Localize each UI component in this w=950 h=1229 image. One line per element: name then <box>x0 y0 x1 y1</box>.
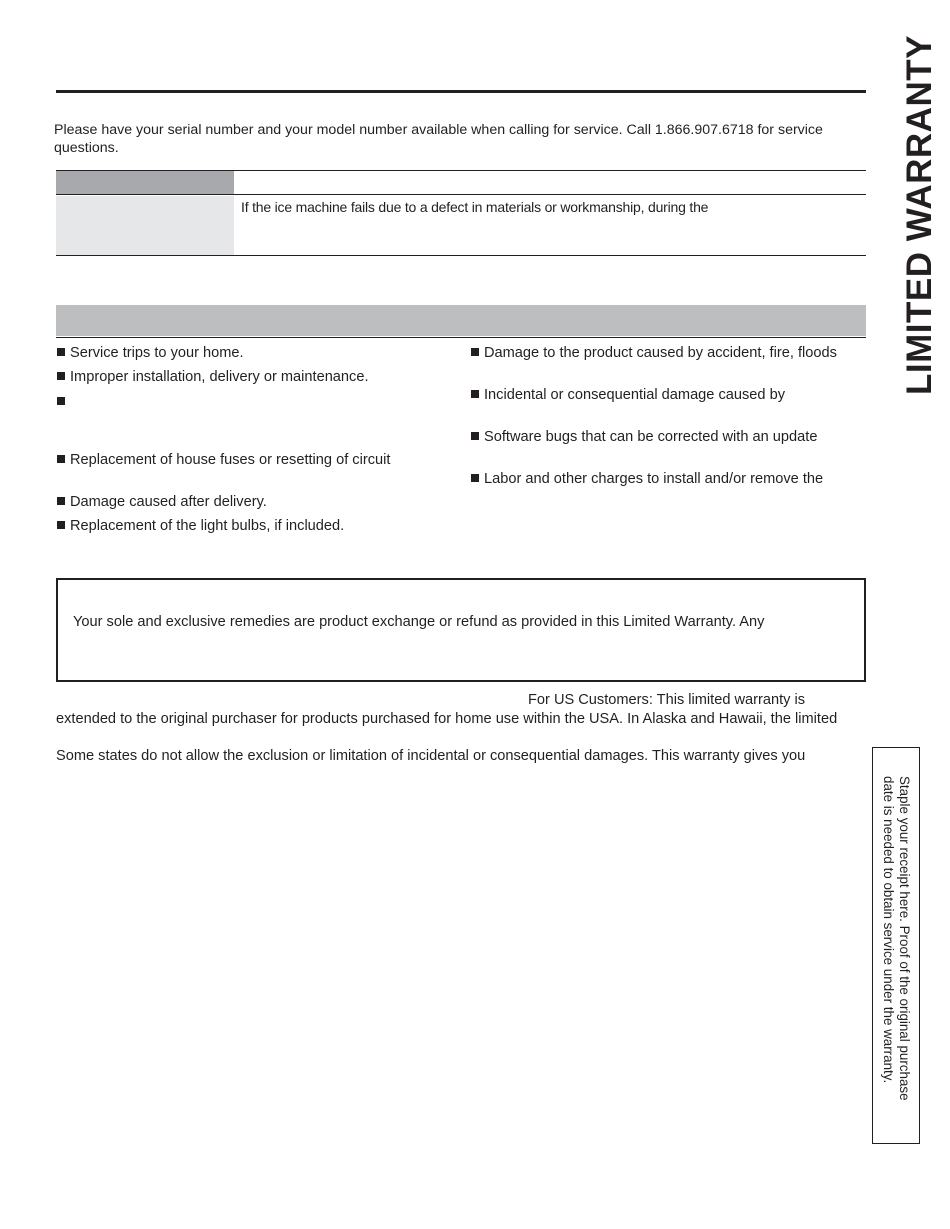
side-title: LIMITED WARRANTY <box>900 35 939 395</box>
list-item: Labor and other charges to install and/or remove the <box>471 470 823 488</box>
service-intro-text: Please have your serial number and your model number available when calling for service. Call 1.866.907.6718 for service questions. <box>54 122 823 156</box>
header-rule <box>56 90 866 93</box>
coverage-table-bottom-rule <box>56 255 866 256</box>
list-item: Damage caused after delivery. <box>57 493 267 511</box>
bullet-square-icon <box>57 497 65 505</box>
coverage-period-cell <box>56 196 234 255</box>
state-rights-text: Some states do not allow the exclusion or limitation of incidental or consequential damages. This warranty gives you <box>56 748 806 764</box>
not-covered-list-left <box>57 344 457 544</box>
list-item <box>57 393 70 411</box>
receipt-note: Staple your receipt here. Proof of the original purchase date is needed to obtain service under the warranty. <box>881 775 912 1101</box>
not-covered-header-band <box>56 305 866 336</box>
coverage-table-header-cell <box>56 171 234 194</box>
bullet-square-icon <box>471 390 479 398</box>
bullet-square-icon <box>57 348 65 356</box>
list-item: Improper installation, delivery or maintenance. <box>57 368 369 386</box>
bullet-square-icon <box>471 432 479 440</box>
bullet-square-icon <box>57 372 65 380</box>
us-customers-text-line2: extended to the original purchaser for products purchased for home use within the USA. In Alaska and Hawaii, the limited <box>56 711 838 727</box>
bullet-square-icon <box>57 521 65 529</box>
list-item: Incidental or consequential damage caused by <box>471 386 785 404</box>
coverage-table-header-rule <box>56 194 866 195</box>
list-item: Replacement of house fuses or resetting of circuit <box>57 451 390 469</box>
receipt-staple-box <box>872 747 920 1144</box>
bullet-square-icon <box>471 474 479 482</box>
list-item: Service trips to your home. <box>57 344 244 362</box>
exclusive-remedy-text: Your sole and exclusive remedies are product exchange or refund as provided in this Limited Warranty. Any <box>73 614 765 630</box>
bullet-square-icon <box>57 397 65 405</box>
coverage-description: If the ice machine fails due to a defect in materials or workmanship, during the <box>241 199 709 215</box>
list-item: Software bugs that can be corrected with an update <box>471 428 817 446</box>
not-covered-rule <box>56 337 866 338</box>
side-title-container <box>890 35 950 395</box>
bullet-square-icon <box>471 348 479 356</box>
us-customers-text-line1: For US Customers: This limited warranty is <box>528 692 806 708</box>
not-covered-list-right <box>471 344 866 494</box>
list-item: Damage to the product caused by accident, fire, floods <box>471 344 837 362</box>
list-item: Replacement of the light bulbs, if included. <box>57 517 344 535</box>
bullet-square-icon <box>57 455 65 463</box>
